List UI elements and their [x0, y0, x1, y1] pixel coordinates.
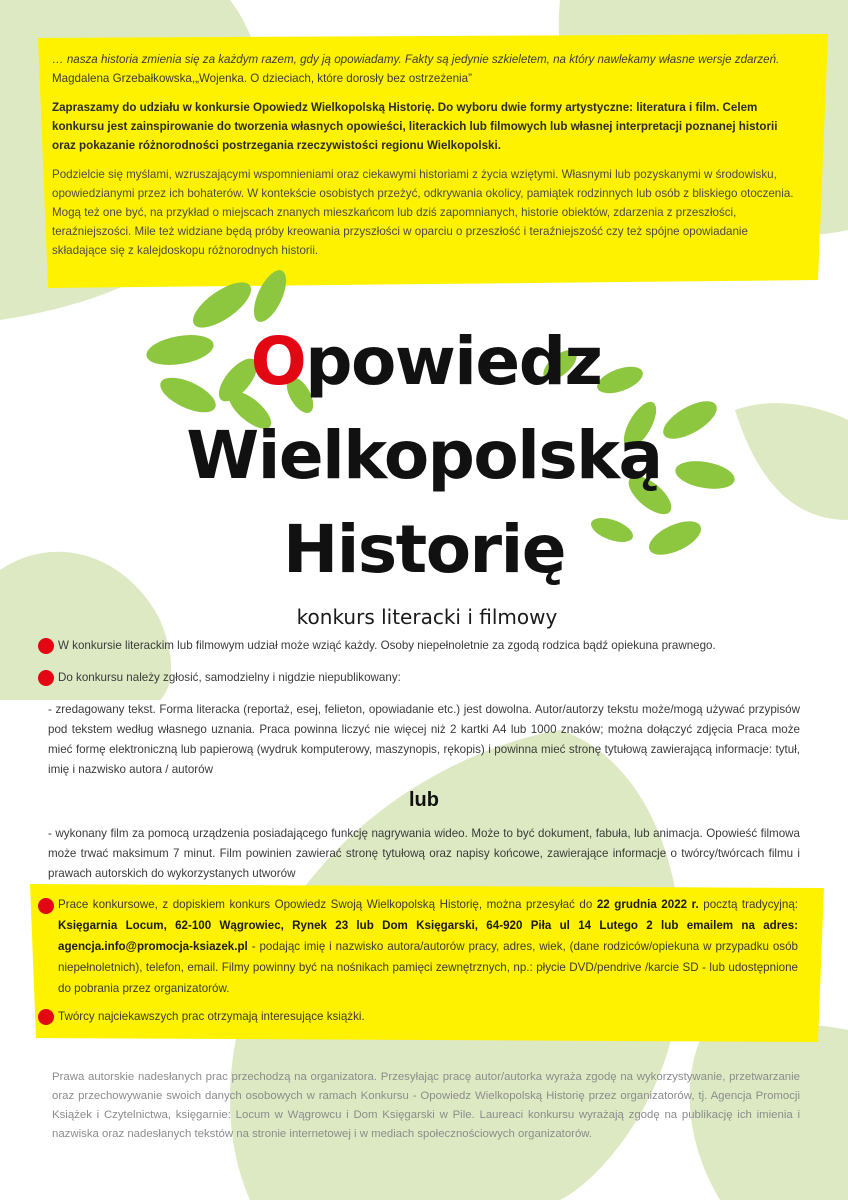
text-option: - zredagowany tekst. Forma literacka (reportaż, esej, felieton, opowiadanie etc.) jest dowolna. Autor/autorzy tekstu może/mogą używać przypisów pod tekstem według własnego uznania. Praca powinna liczyć nie więcej niż 2 kartki A4 lub 1000 znaków; można dołączyć zdjęcia Praca może mieć formę elektroniczną lub papierową (wydruk komputerowy, maszynopis, rękopis) i powinna mieć stronę tytułową zawierającą informacje: tytuł, imię i nazwisko autora / autorów [48, 703, 800, 776]
rule-prize: Twórcy najciekawszych prac otrzymają interesujące książki. [58, 1010, 365, 1023]
deadline-text-1: Prace konkursowe, z dopiskiem konkurs Opowiedz Swoją Wielkopolską Historię, można przesyłać do [58, 898, 597, 911]
rule-deadline [58, 894, 798, 999]
deadline-text-2: pocztą tradycyjną: [698, 898, 798, 911]
red-bullet-icon [38, 670, 54, 686]
or-separator: lub [409, 789, 439, 811]
description-paragraph: Podzielcie się myślami, wzruszającymi wspomnieniami oraz ciekawymi historiami z życia wziętymi. Własnymi lub pozyskanymi w środowisku, opowiedzianymi przez ich bohaterów. W kontekście osobistych przeżyć, odkrywania okolicy, pamiątek rodzinnych lub osób z bliskiego otoczenia. Mogą też one być, na przykład o miejscach znanych mieszkańcom lub dziś zapomnianych, historie obiektów, zdarzenia z przeszłości, teraźniejszości. Mile też widziane będą próby kreowania przyszłości w oparciu o przeszłość i teraźniejszość czy też spójne opowiadanie składające się z kalejdoskopu różnorodnych historii. [52, 168, 794, 257]
quote-source: Magdalena Grzebałkowska,„Wojenka. O dzieciach, które dorosły bez ostrzeżenia” [52, 72, 472, 85]
title-block [0, 315, 848, 629]
rule-submission: Do konkursu należy zgłosić, samodzielny i nigdzie niepublikowany: [58, 671, 401, 684]
title-red-letter: O [250, 323, 306, 400]
red-bullet-icon [38, 638, 54, 654]
copyright-footer: Prawa autorskie nadesłanych prac przechodzą na organizatora. Przesyłając pracę autor/autorka wyraża zgodę na wykorzystywanie, przetwarzanie oraz przechowywanie swoich danych osobowych w ramach Konkursu - Opowiedz Wielkopolską Historię przez organizatorów, tj. Agencja Promocji Książek i Czytelnictwa, księgarnie: Locum w Wągrowcu i Dom Księgarski w Pile. Laureaci konkursu wyrażają zgodę na publikację ich imienia i nazwiska oraz nadesłanych tekstów na stronie internetowej i w mediach społecznościowych organizatorów. [52, 1071, 800, 1140]
title-line-3: Historię [283, 511, 565, 588]
deadline-text-3: - podając imię i nazwisko autora/autorów pracy, adres, wiek, (dane rodziców/opiekuna w przypadku osób niepełnoletnich), telefon, email. Filmy powinny być na nośnikach pamięci zewnętrznych, np.: płycie DVD/pendrive /karcie SD - lub udostępnione do pobrania przez organizatorów. [58, 940, 798, 995]
submission-addresses: Księgarnia Locum, 62-100 Wągrowiec, Rynek 23 lub Dom Księgarski, 64-920 Piła ul 14 Lutego 2 lub emailem na adres: agencja.info@promocja-ksiazek.pl [58, 919, 798, 953]
subtitle: konkurs literacki i filmowy [296, 605, 558, 629]
title-line-2: Wielkopolską [186, 417, 662, 494]
title-line-1-rest: powiedz [305, 323, 602, 400]
rule-participation: W konkursie literackim lub filmowym udział może wziąć każdy. Osoby niepełnoletnie za zgodą rodzica bądź opiekuna prawnego. [58, 639, 716, 652]
intro-quote: … nasza historia zmienia się za każdym razem, gdy ją opowiadamy. Fakty są jedynie szkieletem, na który nawlekamy własne wersje zdarzeń. [52, 53, 780, 66]
film-option: - wykonany film za pomocą urządzenia posiadającego funkcję nagrywania wideo. Może to być dokument, fabuła, lub animacja. Opowieść filmowa może trwać maksimum 7 minut. Film powinien zawierać stronę tytułową oraz napisy końcowe, zawierające informacje o twórcy/twórcach filmu i prawach autorskich do wykorzystanych utworów [48, 827, 800, 880]
invitation-paragraph: Zapraszamy do udziału w konkursie Opowiedz Wielkopolską Historię. Do wyboru dwie formy artystyczne: literatura i film. Celem konkursu jest zainspirowanie do tworzenia własnych opowieści, literackich lub filmowych lub własnej interpretacji poznanej historii oraz pokazanie różnorodności postrzegania rzeczywistości regionu Wielkopolski. [52, 101, 778, 152]
title-line-1 [4, 315, 848, 409]
intro-section [52, 50, 800, 260]
deadline-date: 22 grudnia 2022 r. [596, 898, 699, 911]
red-bullet-icon [38, 1009, 54, 1025]
red-bullet-icon [38, 898, 54, 914]
